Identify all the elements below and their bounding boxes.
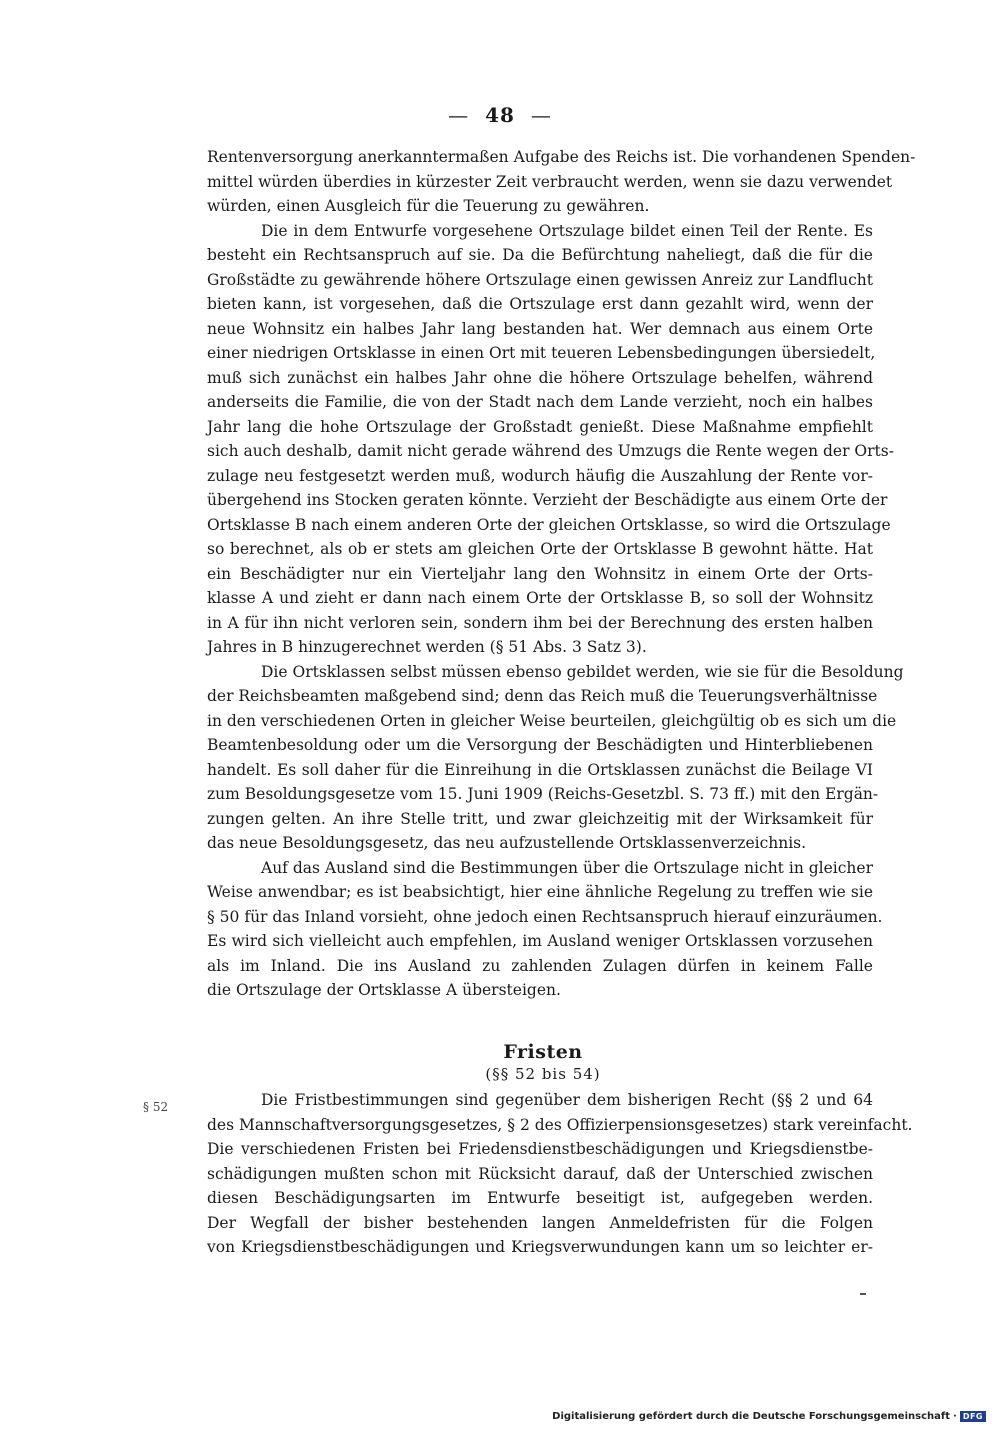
body-text-bottom	[207, 1088, 913, 1260]
text-line: anderseits die Familie, die von der Stadt nach dem Lande verzieht, noch ein halbes	[207, 393, 873, 411]
footer-separator: ·	[953, 1411, 957, 1422]
page-number-value: 48	[485, 103, 515, 127]
text-line: Auf das Ausland sind die Bestimmungen über die Ortszulage nicht in gleicher	[261, 858, 873, 877]
text-line: Jahres in B hinzugerechnet werden (§ 51 Abs. 3 Satz 3).	[207, 638, 647, 656]
text-line: zungen gelten. An ihre Stelle tritt, und zwar gleichzeitig mit der Wirksamkeit für	[207, 809, 873, 828]
section-title: Fristen	[503, 1041, 583, 1063]
text-line: würden, einen Ausgleich für die Teuerung zu gewähren.	[207, 197, 650, 215]
text-line: Rentenversorgung anerkanntermaßen Aufgabe des Reichs ist. Die vorhandenen Spenden-	[207, 148, 916, 166]
text-line: Beamtenbesoldung oder um die Versorgung der Beschädigten und Hinterbliebenen	[207, 736, 873, 754]
text-line: übergehend ins Stocken geraten könnte. Verzieht der Beschädigte aus einem Orte der	[207, 491, 888, 509]
text-line: das neue Besoldungsgesetz, das neu aufzustellende Ortsklassenverzeichnis.	[207, 834, 807, 852]
text-line: Weise anwendbar; es ist beabsichtigt, hier eine ähnliche Regelung zu treffen wie sie	[207, 883, 873, 901]
text-line: so berechnet, als ob er stets am gleichen Orte der Ortsklasse B gewohnt hätte. Hat	[207, 540, 873, 558]
text-line: von Kriegsdienstbeschädigungen und Kriegsverwundungen kann um so leichter er-	[207, 1238, 873, 1256]
footer	[552, 1411, 986, 1422]
text-line: Die Fristbestimmungen sind gegenüber dem bisherigen Recht (§§ 2 und 64	[261, 1091, 873, 1109]
page-number-dash-left: —	[448, 103, 470, 127]
text-line: in A für ihn nicht verloren sein, sondern ihm bei der Berechnung des ersten halben	[207, 613, 873, 632]
dfg-logo-icon: DFG	[960, 1411, 986, 1422]
body-text-top	[207, 145, 916, 1003]
footer-text: Digitalisierung gefördert durch die Deutsche Forschungsgemeinschaft	[552, 1411, 951, 1422]
text-line: ein Beschädigter nur ein Vierteljahr lang den Wohnsitz in einem Orte der Orts-	[207, 564, 873, 583]
text-line: Es wird sich vielleicht auch empfehlen, im Ausland weniger Ortsklassen vorzusehen	[207, 932, 873, 950]
text-line: § 50 für das Inland vorsieht, ohne jedoch einen Rechtsanspruch hierauf einzuräumen.	[207, 907, 883, 926]
text-line: schädigungen mußten schon mit Rücksicht darauf, daß der Unterschied zwischen	[207, 1164, 873, 1183]
text-line: einer niedrigen Ortsklasse in einen Ort mit teueren Lebensbedingungen übersiedelt,	[207, 344, 876, 362]
text-line: des Mannschaftversorgungsgesetzes, § 2 des Offizierpensionsgesetzes) stark vereinfacht.	[207, 1115, 913, 1134]
text-line: als im Inland. Die ins Ausland zu zahlenden Zulagen dürfen in keinem Falle	[207, 956, 873, 975]
text-line: Die Ortsklassen selbst müssen ebenso gebildet werden, wie sie für die Besoldung	[261, 662, 904, 681]
text-line: diesen Beschädigungsarten im Entwurfe beseitigt ist, aufgegeben werden.	[207, 1189, 873, 1207]
margin-note: § 52	[143, 1100, 169, 1114]
section-subtitle: (§§ 52 bis 54)	[485, 1065, 601, 1083]
text-line: in den verschiedenen Orten in gleicher Weise beurteilen, gleichgültig ob es sich um die	[207, 711, 897, 730]
text-line: der Reichsbeamten maßgebend sind; denn das Reich muß die Teuerungsverhältnisse	[207, 687, 878, 705]
text-line: besteht ein Rechtsanspruch auf sie. Da die Befürchtung naheliegt, daß die für die	[207, 246, 873, 264]
text-line: Jahr lang die hohe Ortszulage der Großstadt genießt. Diese Maßnahme empfiehlt	[207, 417, 873, 436]
text-line: Die in dem Entwurfe vorgesehene Ortszulage bildet einen Teil der Rente. Es	[261, 221, 873, 240]
text-line: mittel würden überdies in kürzester Zeit verbraucht werden, wenn sie dazu verwendet	[207, 172, 893, 191]
text-line: klasse A und zieht er dann nach einem Orte der Ortsklasse B, so soll der Wohnsitz	[207, 589, 873, 607]
text-line: neue Wohnsitz ein halbes Jahr lang bestanden hat. Wer demnach aus einem Orte	[207, 319, 873, 338]
page-number-dash-right: —	[530, 103, 552, 127]
text-line: muß sich zunächst ein halbes Jahr ohne die höhere Ortszulage behelfen, während	[207, 368, 873, 387]
text-line: zulage neu festgesetzt werden muß, wodurch häufig die Auszahlung der Rente vor-	[207, 466, 873, 485]
text-line: handelt. Es soll daher für die Einreihung in die Ortsklassen zunächst die Beilage VI	[207, 760, 873, 779]
scan-speck	[860, 1293, 866, 1295]
text-line: zum Besoldungsgesetze vom 15. Juni 1909 (Reichs-Gesetzbl. S. 73 ff.) mit den Ergän-	[207, 785, 879, 803]
text-line: Die verschiedenen Fristen bei Friedensdienstbeschädigungen und Kriegsdienstbe-	[207, 1140, 873, 1158]
page-number	[0, 103, 1000, 127]
text-line: Der Wegfall der bisher bestehenden langen Anmeldefristen für die Folgen	[207, 1213, 873, 1232]
text-line: Ortsklasse B nach einem anderen Orte der gleichen Ortsklasse, so wird die Ortszulage	[207, 515, 891, 534]
text-line: bieten kann, ist vorgesehen, daß die Ortszulage erst dann gezahlt wird, wenn der	[207, 295, 873, 313]
text-line: Großstädte zu gewährende höhere Ortszulage einen gewissen Anreiz zur Landflucht	[207, 270, 873, 289]
text-line: sich auch deshalb, damit nicht gerade während des Umzugs die Rente wegen der Orts-	[207, 442, 894, 460]
text-line: die Ortszulage der Ortsklasse A übersteigen.	[207, 981, 561, 999]
